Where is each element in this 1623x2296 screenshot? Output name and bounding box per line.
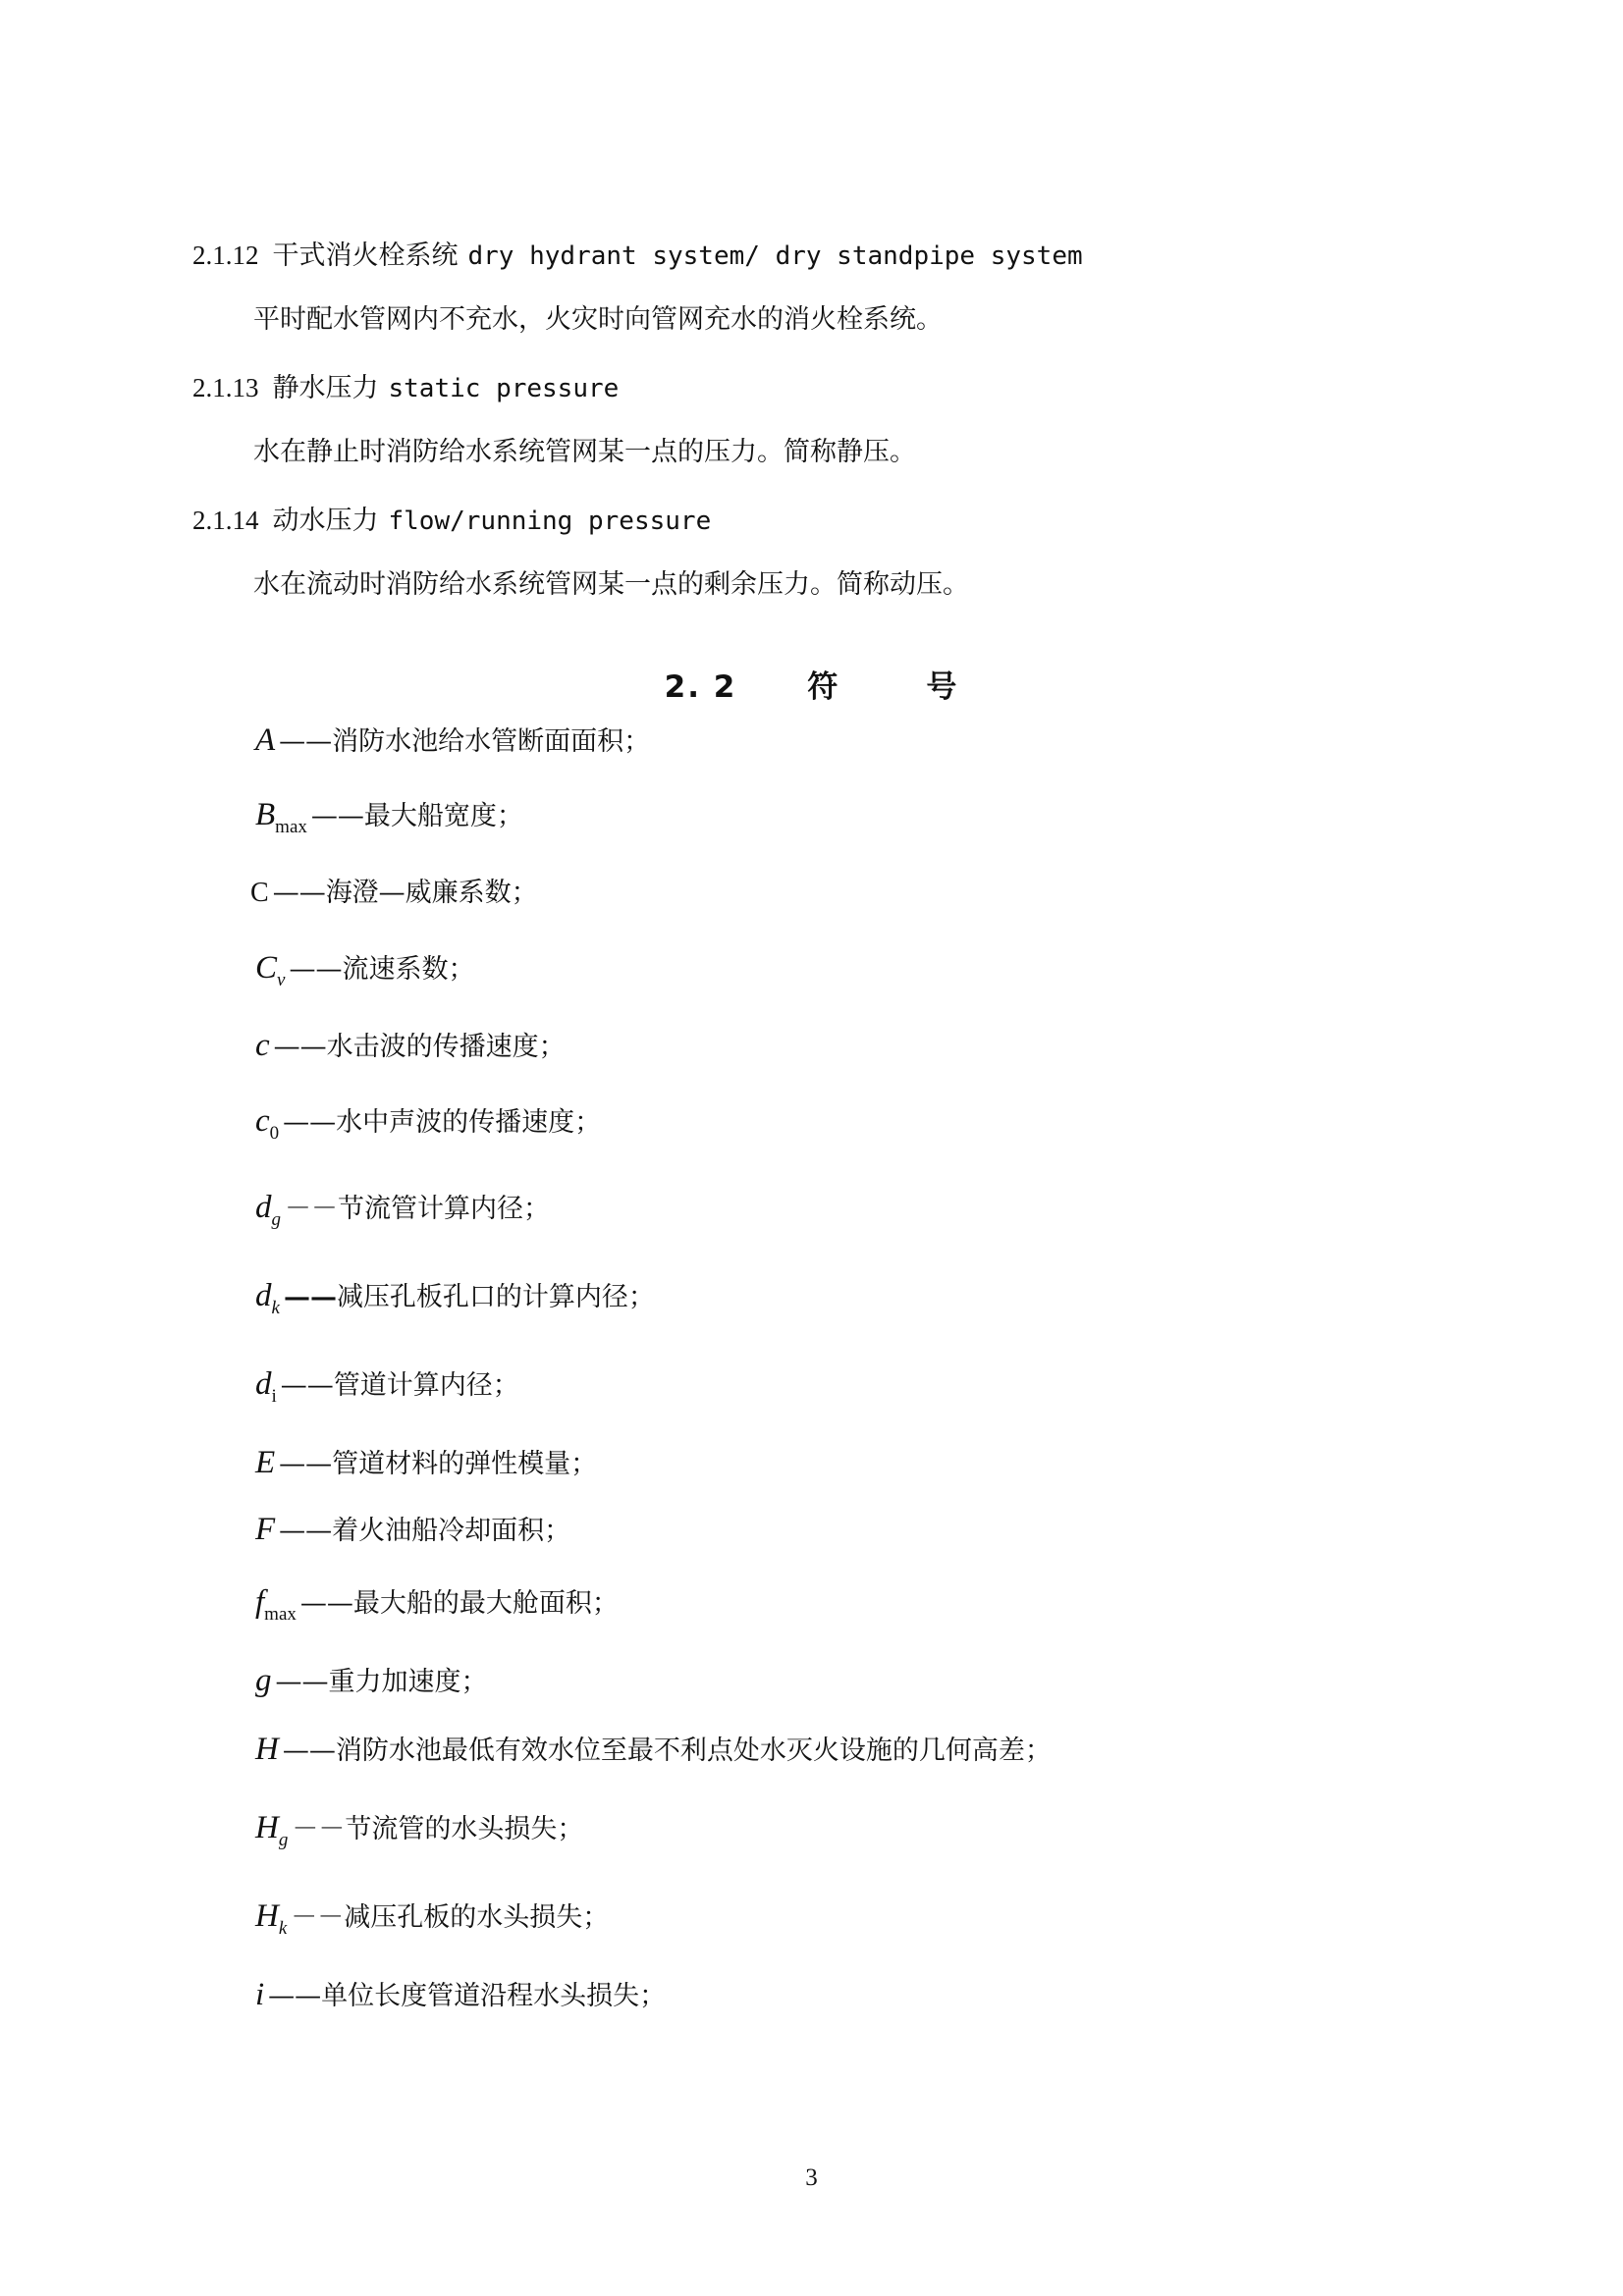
page-number: 3 — [805, 2164, 818, 2191]
term-english: dry hydrant system/ dry standpipe system — [467, 241, 1083, 271]
term-heading-2-1-12 — [192, 239, 1083, 273]
symbol-dash: —— — [283, 1282, 337, 1312]
symbol-dash: —— — [279, 1449, 333, 1479]
symbol-dash: —— — [273, 1032, 327, 1062]
section-title-char-2: 号 — [926, 669, 959, 705]
symbol-dash: —— — [279, 726, 333, 757]
term-english: flow/running pressure — [388, 507, 712, 536]
symbol-variable: d — [255, 1190, 272, 1225]
symbol-description: 减压孔板孔口的计算内径； — [336, 1282, 655, 1312]
symbol-item — [255, 1582, 619, 1624]
symbol-dash: －－ — [292, 1814, 346, 1844]
symbol-dash: —— — [289, 954, 343, 985]
symbol-description: 单位长度管道沿程水头损失； — [321, 1981, 667, 2011]
symbol-dash: —— — [299, 1588, 353, 1619]
symbol-variable: A — [255, 722, 276, 758]
term-number: 2.1.12 — [192, 240, 259, 270]
section-title — [0, 667, 1623, 707]
symbol-description: 管道计算内径； — [333, 1370, 519, 1401]
symbol-description: 着火油船冷却面积； — [332, 1516, 571, 1546]
symbol-item — [255, 1188, 550, 1229]
symbol-item — [255, 1101, 601, 1143]
term-definition-2-1-14: 水在流动时消防给水系统管网某一点的剩余压力。简称动压。 — [253, 569, 969, 600]
symbol-variable: C — [250, 878, 269, 908]
symbol-dash: －－ — [285, 1194, 338, 1224]
symbol-item — [255, 1364, 519, 1406]
symbol-dash: —— — [280, 1370, 334, 1401]
symbol-subscript: g — [271, 1209, 281, 1230]
symbol-dash: —— — [268, 1981, 322, 2011]
term-number: 2.1.14 — [192, 506, 259, 535]
symbol-description: 水击波的传播速度； — [326, 1032, 566, 1062]
symbol-description: 消防水池给水管断面面积； — [332, 726, 651, 757]
symbol-item — [255, 721, 650, 762]
symbol-variable: H — [255, 1810, 279, 1845]
symbol-subscript: 0 — [269, 1123, 280, 1144]
symbol-variable: i — [255, 1977, 265, 2012]
term-english: static pressure — [388, 374, 620, 403]
symbol-subscript: g — [278, 1830, 289, 1850]
symbol-item — [255, 1808, 583, 1849]
symbol-variable: g — [255, 1663, 272, 1698]
symbol-item — [255, 1661, 488, 1702]
symbol-subscript: max — [275, 817, 307, 837]
symbol-variable: H — [255, 1898, 279, 1934]
symbol-variable: B — [255, 797, 276, 832]
symbol-dash: —— — [279, 1516, 333, 1546]
symbol-description: 最大船宽度； — [363, 801, 523, 831]
symbol-variable: f — [255, 1584, 265, 1620]
symbol-dash: －－ — [291, 1902, 345, 1933]
symbol-item — [255, 1730, 1052, 1771]
symbol-variable: F — [255, 1512, 276, 1547]
symbol-dash: —— — [310, 801, 364, 831]
term-chinese: 静水压力 — [272, 373, 379, 403]
symbol-variable: c — [255, 1028, 270, 1063]
symbol-subscript: i — [271, 1386, 277, 1407]
symbol-item — [255, 1026, 566, 1067]
term-heading-2-1-14 — [192, 504, 711, 538]
symbol-description: 海澄—威廉系数； — [325, 878, 538, 908]
symbol-variable: E — [255, 1445, 276, 1480]
symbol-variable: H — [255, 1732, 279, 1767]
term-number: 2.1.13 — [192, 373, 259, 402]
symbol-item — [255, 1896, 609, 1938]
symbol-item — [255, 1975, 666, 2016]
symbol-variable: d — [255, 1278, 272, 1313]
symbol-description: 水中声波的传播速度； — [336, 1107, 602, 1138]
symbol-item — [255, 1276, 655, 1317]
section-number: 2. 2 — [664, 669, 737, 705]
section-title-char-1: 符 — [807, 669, 840, 705]
symbol-description: 节流管的水头损失； — [345, 1814, 584, 1844]
term-chinese: 动水压力 — [272, 506, 379, 536]
symbol-subscript: k — [278, 1918, 288, 1939]
symbol-item — [255, 1443, 597, 1484]
symbol-subscript: max — [264, 1604, 297, 1625]
term-definition-2-1-13: 水在静止时消防给水系统管网某一点的压力。简称静压。 — [253, 437, 916, 467]
symbol-variable: C — [255, 950, 278, 986]
symbol-description: 重力加速度； — [328, 1667, 488, 1697]
symbol-description: 减压孔板的水头损失； — [344, 1902, 610, 1933]
symbol-description: 消防水池最低有效水位至最不利点处水灭火设施的几何高差； — [335, 1735, 1052, 1766]
symbol-subscript: k — [271, 1298, 280, 1318]
term-heading-2-1-13 — [192, 371, 619, 405]
symbol-variable: c — [255, 1103, 270, 1139]
symbol-item — [255, 1510, 570, 1551]
symbol-dash: —— — [283, 1107, 337, 1138]
symbol-description: 管道材料的弹性模量； — [332, 1449, 598, 1479]
symbol-item — [255, 795, 523, 836]
symbol-item — [255, 948, 474, 989]
symbol-dash: —— — [272, 878, 326, 908]
symbol-description: 流速系数； — [342, 954, 475, 985]
symbol-description: 最大船的最大舱面积； — [352, 1588, 619, 1619]
symbol-description: 节流管计算内径； — [338, 1194, 550, 1224]
term-definition-2-1-12: 平时配水管网内不充水，火灾时向管网充水的消火栓系统。 — [253, 304, 943, 335]
term-chinese: 干式消火栓系统 — [272, 240, 459, 271]
symbol-dash: —— — [282, 1735, 336, 1766]
symbol-item — [250, 874, 538, 913]
symbol-subscript: v — [277, 970, 286, 990]
symbol-dash: —— — [275, 1667, 329, 1697]
symbol-variable: d — [255, 1366, 272, 1402]
